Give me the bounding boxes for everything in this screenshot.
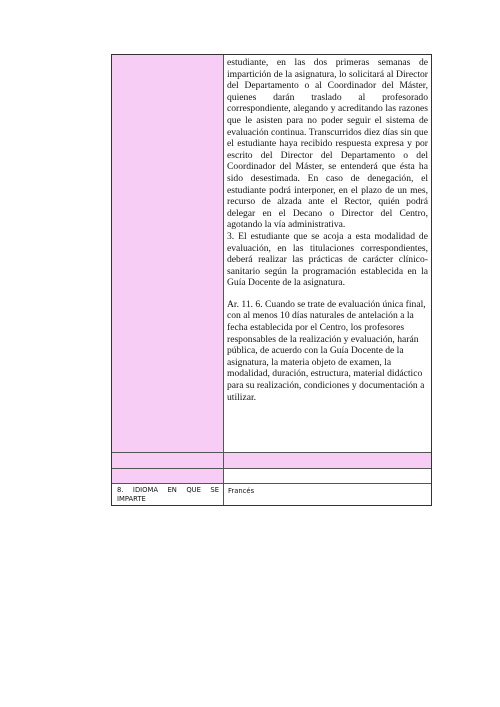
language-row xyxy=(112,483,431,505)
empty-label-cell xyxy=(112,453,224,468)
evaluation-paragraph-3: Ar. 11. 6. Cuando se trate de evaluación única final, con al menos 10 días naturales de antelación a la fecha establecida por el Centro, los profesores responsables de la realización y evaluación, harán pública, de acuerdo con la Guía Docente de la asignatura, la materia objeto de examen, la modalidad, duración, estructura, material didáctico para su realización, condiciones y documentación a utilizar. xyxy=(227,298,426,403)
evaluation-row xyxy=(112,55,431,452)
language-label-line-1: 8. IDIOMA EN QUE SE xyxy=(117,486,219,494)
language-label-line-2: IMPARTE xyxy=(117,495,146,503)
language-value: Francés xyxy=(228,487,255,495)
evaluation-paragraph-1: estudiante, en las dos primeras semanas de impartición de la asignatura, lo solicitará al Director del Departamento o al Coordinador del Máster, quienes darán traslado al profesorado correspondiente, alegando y acreditando las razones que le asisten para no poder seguir el sistema de evaluación continua. Transcurridos diez días sin que el estudiante haya recibido respuesta expresa y por escrito del Director del Departamento o del Coordinador del Máster, se entenderá que ésta ha sido desestimada. En caso de denegación, el estudiante podrá interponer, en el plazo de un mes, recurso de alzada ante el Rector, quién podrá delegar en el Decano o Director del Centro, agotando la vía administrativa. xyxy=(227,57,428,231)
empty-value-cell xyxy=(224,453,431,468)
evaluation-text-cell xyxy=(224,55,431,452)
evaluation-label-cell xyxy=(112,55,224,452)
empty-value-cell xyxy=(224,469,431,483)
evaluation-paragraph-2: 3. El estudiante que se acoja a esta modalidad de evaluación, en las titulaciones correspondientes, deberá realizar las prácticas de carácter clínico-sanitario según la programación establecida en la Guía Docente de la asignatura. xyxy=(227,230,428,289)
empty-label-cell xyxy=(112,469,224,483)
course-guide-table xyxy=(111,54,432,506)
empty-row xyxy=(112,452,431,468)
language-label xyxy=(112,484,224,505)
empty-row xyxy=(112,468,431,483)
